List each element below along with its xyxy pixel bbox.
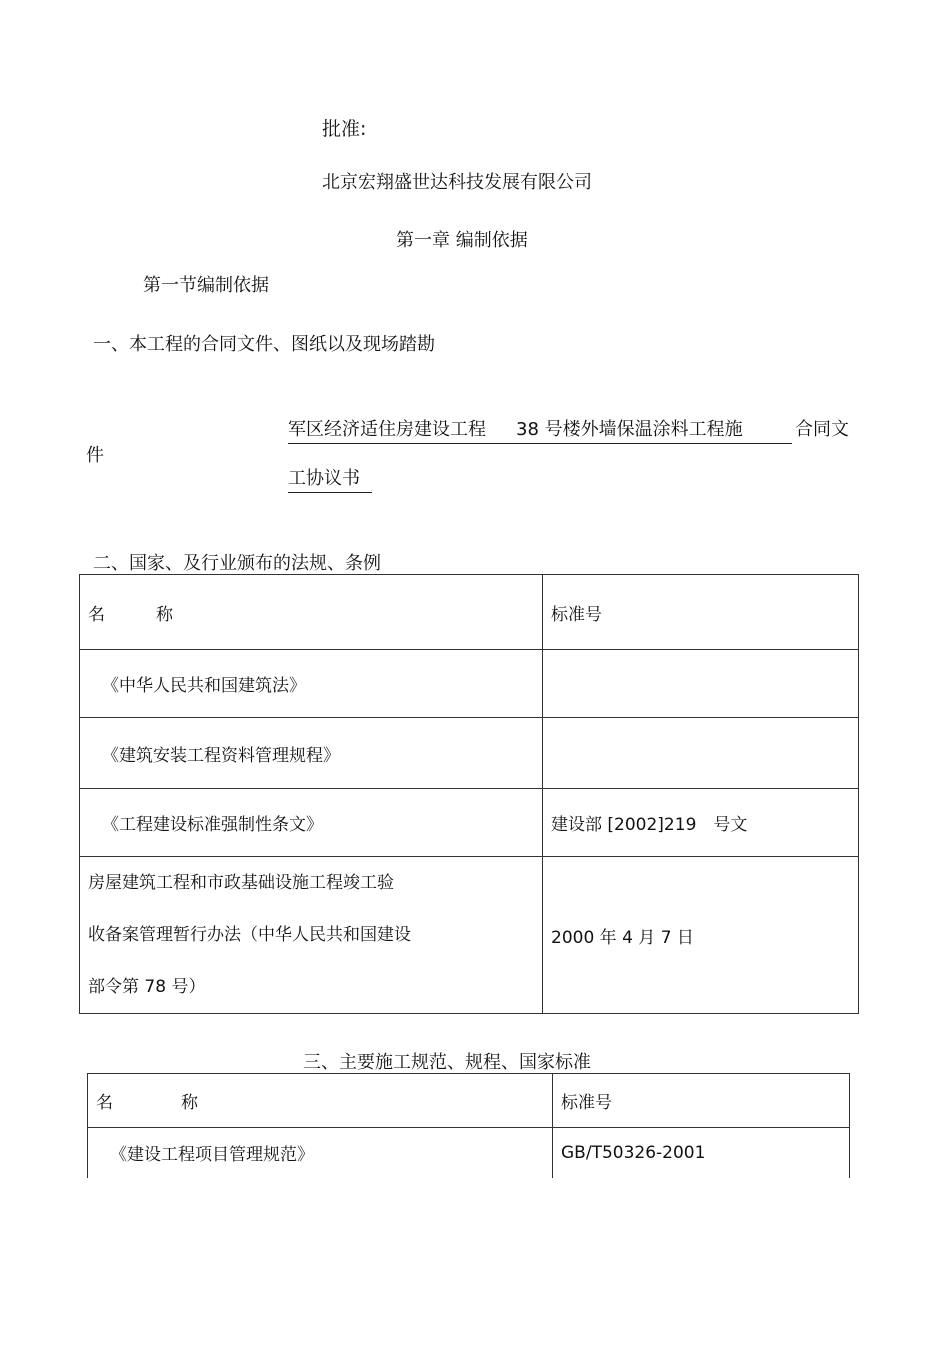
row-name [80,857,543,1014]
header-name: 名 称 [80,575,543,650]
chapter-title: 第一章 编制依据 [396,230,528,251]
table-header-row [80,575,859,650]
row-name: 《中华人民共和国建筑法》 [80,650,543,718]
table-header-row [88,1074,850,1128]
standards-table [87,1073,850,1178]
header-name: 名 称 [88,1074,553,1128]
header-standard: 标准号 [553,1074,850,1128]
item2-heading: 二、国家、及行业颁布的法规、条例 [93,553,381,574]
row-standard [543,718,859,789]
contract-suffix-wrap: 件 [86,445,104,466]
row-standard [543,650,859,718]
table-row [80,650,859,718]
header-standard: 标准号 [543,575,859,650]
project-name-part1: 军区经济适住房建设工程 [288,419,486,440]
table-row [80,718,859,789]
row-name: 《工程建设标准强制性条文》 [80,789,543,857]
section-title: 第一节编制依据 [143,275,269,296]
building-number: 38 号楼外墙保温涂料工程施 [516,419,743,440]
item1-heading: 一、本工程的合同文件、图纸以及现场踏勘 [93,334,435,355]
project-name-line1 [288,415,792,444]
row-name-line: 房屋建筑工程和市政基础设施工程竣工验 [88,873,394,893]
approval-label: 批准: [322,118,367,140]
table-row [80,789,859,857]
table-row [80,857,859,1014]
contract-suffix: 合同文 [795,419,849,440]
row-standard: 建设部 [2002]219 号文 [543,789,859,857]
project-name-line2: 工协议书 [288,464,372,493]
row-name: 《建筑安装工程资料管理规程》 [80,718,543,789]
regulations-table [79,574,859,1014]
row-standard: 2000 年 4 月 7 日 [543,857,859,1014]
item3-heading: 三、主要施工规范、规程、国家标准 [303,1052,591,1073]
row-name-line: 部令第 78 号） [88,977,206,997]
row-name-line: 收备案管理暂行办法（中华人民共和国建设 [88,925,411,945]
row-name: 《建设工程项目管理规范》 [88,1128,553,1178]
row-standard: GB/T50326-2001 [553,1128,850,1178]
company-name: 北京宏翔盛世达科技发展有限公司 [322,172,592,193]
table-row [88,1128,850,1178]
